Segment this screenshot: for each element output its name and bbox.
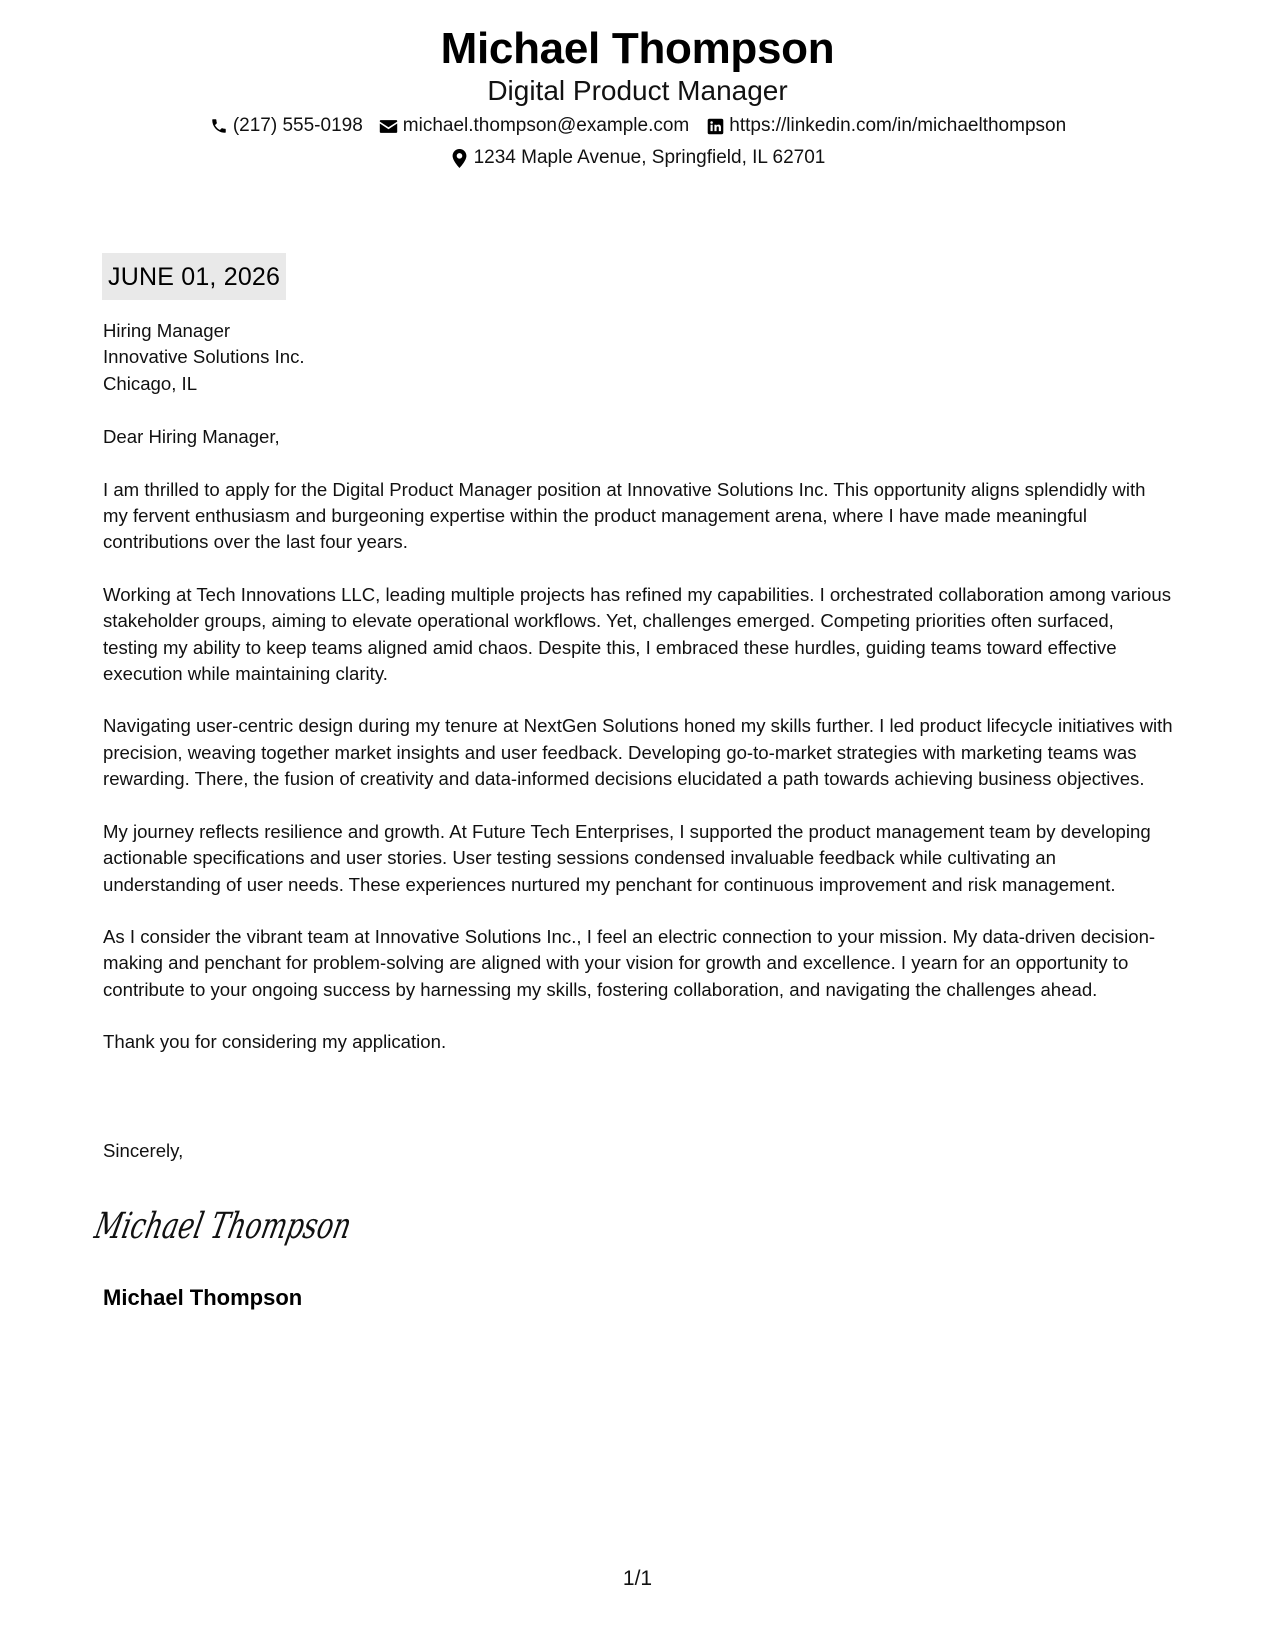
salutation: Dear Hiring Manager, bbox=[103, 426, 280, 448]
recipient-location: Chicago, IL bbox=[103, 372, 198, 394]
applicant-name: Michael Thompson bbox=[440, 24, 835, 73]
contact-row bbox=[0, 112, 1275, 140]
letter-header bbox=[0, 22, 1275, 172]
applicant-role: Digital Product Manager bbox=[487, 75, 788, 106]
paragraph-1: I am thrilled to apply for the Digital Product Manager position at Innovative Solutions Inc. This opportunity aligns splendidly with my fervent enthusiasm and burgeoning expertise within the product management arena, where I have made meaningful contributions over the last four years. bbox=[103, 478, 1146, 553]
recipient-company: Innovative Solutions Inc. bbox=[103, 346, 305, 368]
linkedin-url[interactable]: https://linkedin.com/in/michaelthompson bbox=[729, 115, 1067, 136]
paragraph-5: As I consider the vibrant team at Innovative Solutions Inc., I feel an electric connection to your mission. My data-driven decision-making and penchant for problem-solving are aligned with your vision for growth and excellence. I yearn for an opportunity to contribute to your ongoing success by harnessing my skills, fostering collaboration, and navigating the challenges ahead. bbox=[103, 925, 1156, 1000]
street-address: 1234 Maple Avenue, Springfield, IL 62701 bbox=[473, 147, 826, 168]
paragraph-3: Navigating user-centric design during my tenure at NextGen Solutions honed my skills further. I led product lifecycle initiatives with precision, weaving together market insights and user feedback. Developing go-to-market strategies with marketing teams was rewarding. There, the fusion of creativity and data-informed decisions elucidated a path towards achieving business objectives. bbox=[103, 715, 1173, 790]
letter-body bbox=[103, 318, 1173, 1056]
address-row bbox=[0, 144, 1275, 172]
thank-you-line: Thank you for considering my application. bbox=[103, 1031, 447, 1053]
recipient-block bbox=[103, 318, 1173, 397]
paragraph-2: Working at Tech Innovations LLC, leading multiple projects has refined my capabilities. I orchestrated collaboration among various stakeholder groups, aiming to elevate operational workflows. Yet, challenges emerged. Competing priorities often surfaced, testing my ability to keep teams aligned amid chaos. Despite this, I embraced these hurdles, guiding teams toward effective execution while maintaining clarity. bbox=[103, 583, 1171, 685]
signature-image bbox=[91, 1196, 447, 1258]
contact-phone bbox=[209, 112, 363, 140]
envelope-icon bbox=[379, 116, 399, 136]
contact-email[interactable] bbox=[379, 112, 689, 140]
letter-date: JUNE 01, 2026 bbox=[102, 253, 286, 300]
phone-icon bbox=[209, 116, 229, 136]
email-address[interactable]: michael.thompson@example.com bbox=[402, 115, 690, 136]
closing: Sincerely, bbox=[103, 1140, 184, 1161]
paragraph-4: My journey reflects resilience and growth. At Future Tech Enterprises, I supported the product management team by developing actionable specifications and user stories. User testing sessions condensed invaluable feedback while cultivating an understanding of user needs. These experiences nurtured my penchant for continuous improvement and risk management. bbox=[103, 820, 1151, 895]
recipient-title: Hiring Manager bbox=[103, 320, 231, 341]
phone-number: (217) 555-0198 bbox=[232, 115, 363, 136]
page-indicator: 1/1 bbox=[622, 1567, 653, 1590]
linkedin-icon bbox=[705, 116, 725, 136]
signer-name: Michael Thompson bbox=[103, 1285, 303, 1310]
svg-text:Michael Thompson: Michael Thompson bbox=[91, 1204, 447, 1247]
map-pin-icon bbox=[450, 148, 470, 168]
contact-address bbox=[450, 144, 826, 172]
contact-linkedin[interactable] bbox=[705, 112, 1066, 140]
